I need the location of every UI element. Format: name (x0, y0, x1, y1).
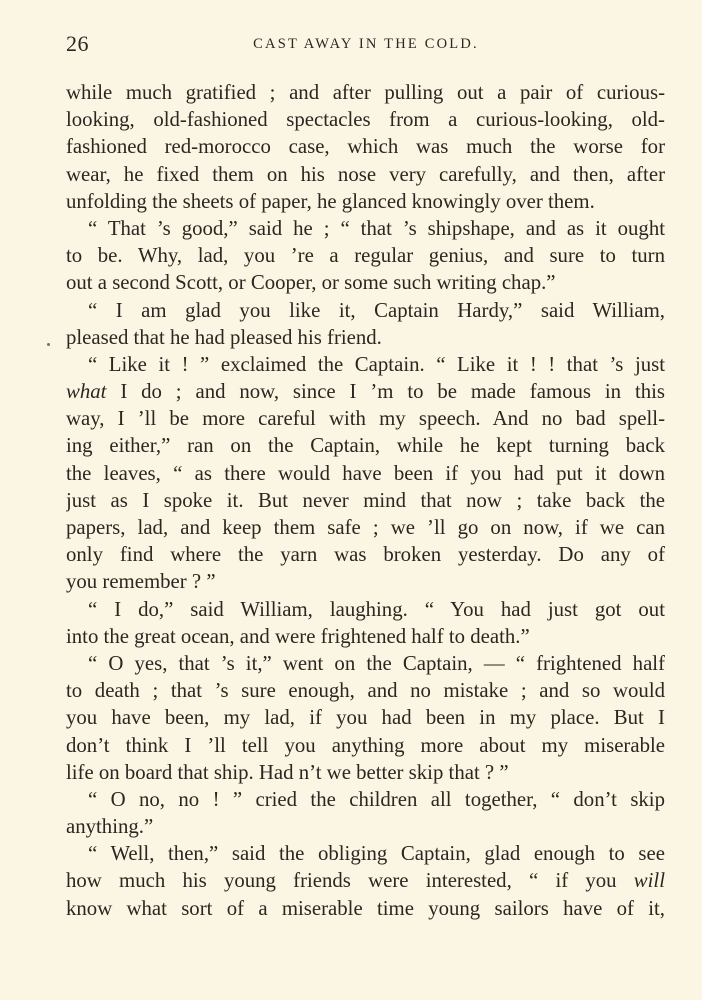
text-line: just as I spoke it. But never mind that now ; take back the (66, 488, 665, 512)
body-text (66, 79, 665, 922)
text-line (66, 867, 665, 894)
text-line: ing either,” ran on the Captain, while he kept turning back (66, 434, 665, 458)
text-line: to be. Why, lad, you ’re a regular genius, and sure to turn (66, 244, 665, 268)
text-line: papers, lad, and keep them safe ; we ’ll go on now, if we can (66, 516, 665, 539)
text-line: pleased that he had pleased his friend. (66, 325, 382, 349)
text-line: you remember ? ” (66, 570, 216, 594)
text-line: “ O no, no ! ” cried the children all together, “ don’t skip (88, 787, 665, 811)
page-number: 26 (66, 31, 89, 56)
text-line: out a second Scott, or Cooper, or some such writing chap.” (66, 271, 556, 295)
text-line: to death ; that ’s sure enough, and no mistake ; and so would (66, 679, 665, 703)
text-line: don’t think I ’ll tell you anything more about my miserable (66, 733, 665, 757)
text-line: “ I do,” said William, laughing. “ You had just got out (88, 597, 665, 621)
text-line: “ That ’s good,” said he ; “ that ’s shipshape, and as it ought (88, 216, 665, 240)
print-speck (47, 343, 50, 346)
text-line: the leaves, “ as there would have been if you had put it down (66, 461, 665, 485)
italic-word: will (633, 869, 665, 893)
text-line: while much gratified ; and after pulling out a pair of curious- (66, 81, 665, 104)
text-segment: I do ; and now, since I ’m to be made famous in this (106, 380, 665, 404)
text-line: “ I am glad you like it, Captain Hardy,” said William, (88, 298, 665, 322)
text-line: unfolding the sheets of paper, he glanced knowingly over them. (66, 189, 595, 213)
text-line: you have been, my lad, if you had been in my place. But I (66, 706, 665, 730)
text-line: looking, old-fashioned spectacles from a curious-looking, old- (66, 108, 665, 132)
text-line: fashioned red-morocco case, which was much the worse for (66, 135, 665, 159)
text-line: life on board that ship. Had n’t we better skip that ? ” (66, 760, 509, 784)
text-line: anything.” (66, 815, 154, 839)
text-line: only find where the yarn was broken yesterday. Do any of (66, 543, 665, 567)
text-line: into the great ocean, and were frightened half to death.” (66, 624, 530, 648)
text-line: “ Like it ! ” exclaimed the Captain. “ Like it ! ! that ’s just (88, 352, 665, 376)
text-line: know what sort of a miserable time young sailors have of it, (66, 896, 665, 920)
italic-word: what (66, 380, 107, 404)
text-segment: how much his young friends were interested, “ if you (66, 869, 634, 893)
text-line: “ Well, then,” said the obliging Captain, glad enough to see (88, 842, 665, 866)
text-line (66, 378, 665, 405)
running-head (66, 31, 666, 57)
chapter-title: CAST AWAY IN THE COLD. (253, 36, 479, 52)
text-line: “ O yes, that ’s it,” went on the Captain, — “ frightened half (88, 651, 665, 675)
text-line: way, I ’ll be more careful with my speech. And no bad spell- (66, 407, 665, 431)
text-line: wear, he fixed them on his nose very carefully, and then, after (66, 162, 665, 186)
